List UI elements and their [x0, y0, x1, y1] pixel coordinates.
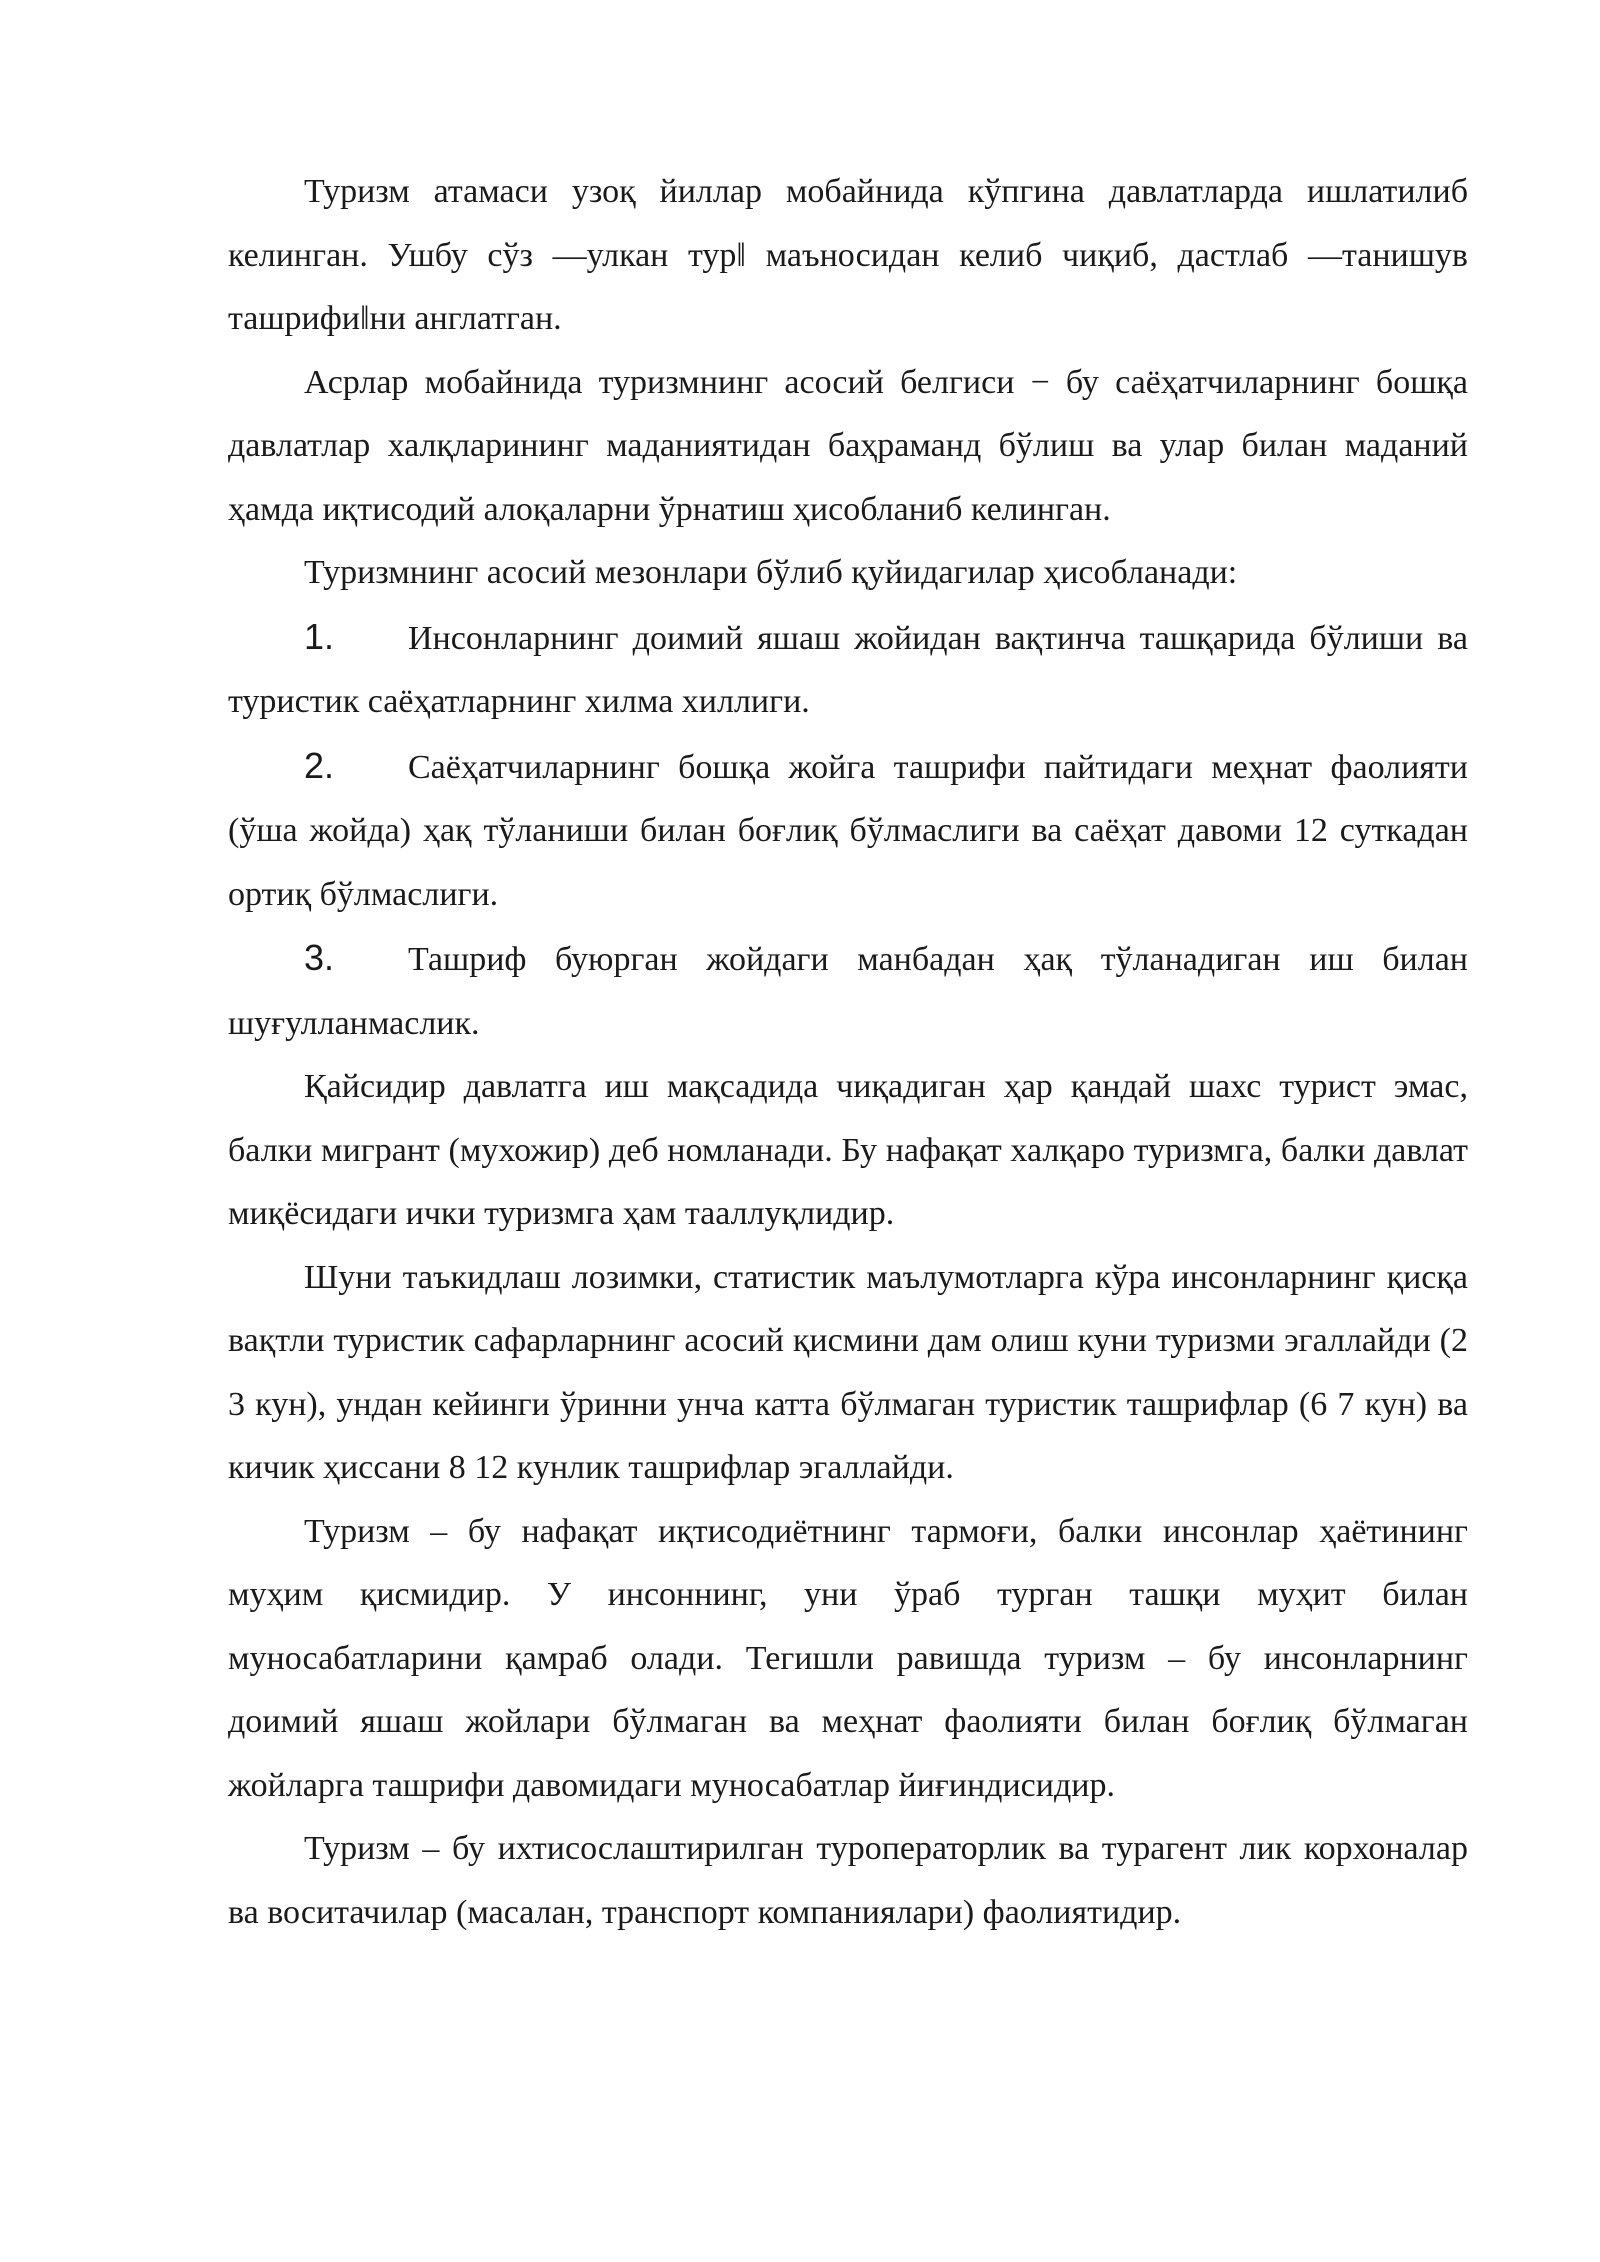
list-item-text: Ташриф буюрган жойдаги манбадан ҳақ тўланадиган иш билан шуғулланмаслик. [228, 941, 1468, 1042]
list-item-number: 1. [304, 615, 335, 657]
list-item-number: 2. [304, 744, 335, 786]
paragraph-statistics: Шуни таъкидлаш лозимки, статистик маълумотларга кўра инсонларнинг қисқа вақтли туристик сафарларнинг асосий қисмини дам олиш куни туризми эгаллайди (2 3 кун), ундан кейинги ўринни унча катта бўлмаган туристик ташрифлар (6 7 кун) ва кичик ҳиссани 8 12 кунлик ташрифлар эгаллайди. [228, 1258, 1468, 1486]
paragraph-centuries: Асрлар мобайнида туризмнинг асосий белгиси − бу саёҳатчиларнинг бошқа давлатлар халқларининг маданиятидан баҳраманд бўлиш ва улар билан маданий ҳамда иқтисодий алоқаларни ўрнатиш ҳисобланиб келинган. [228, 363, 1468, 528]
list-item [228, 605, 1468, 734]
list-item-text: Инсонларнинг доимий яшаш жойидан вақтинча ташқарида бўлиши ва туристик саёҳатларнинг хилма хиллиги. [228, 619, 1468, 720]
paragraph-tourism-term: Туризм атамаси узоқ йиллар мобайнида кўпгина давлатларда ишлатилиб келинган. Ушбу сўз ―улкан тур‖ маъносидан келиб чиқиб, дастлаб ―танишув ташрифи‖ни англатган. [228, 173, 1468, 337]
paragraph-migrant: Қайсидир давлатга иш мақсадида чиқадиган ҳар қандай шахс турист эмас, балки мигрант (мухожир) деб номланади. Бу нафақат халқаро туризмга, балки давлат миқёсидаги ички туризмга ҳам тааллуқлидир. [228, 1068, 1468, 1232]
list-item [228, 926, 1468, 1055]
paragraph-tour-operators: Туризм – бу ихтисослаштирилган туроператорлик ва турагент лик корхоналар ва воситачилар (масалан, транспорт компаниялари) фаолиятидир. [228, 1830, 1468, 1931]
paragraph-tourism-definition: Туризм – бу нафақат иқтисодиётнинг тармоғи, балки инсонлар ҳаётининг муҳим қисмидир. У инсоннинг, уни ўраб турган ташқи муҳит билан муносабатларини қамраб олади. Тегишли равишда туризм – бу инсонларнинг доимий яшаш жойлари бўлмаган ва меҳнат фаолияти билан боғлиқ бўлмаган жойларга ташрифи давомидаги муносабатлар йиғиндисидир. [228, 1512, 1468, 1804]
list-item-text: Саёҳатчиларнинг бошқа жойга ташрифи пайтидаги меҳнат фаолияти (ўша жойда) ҳақ тўланиши билан боғлиқ бўлмаслиги ва саёҳат давоми 12 суткадан ортиқ бўлмаслиги. [228, 748, 1468, 913]
document-body [228, 160, 1468, 1944]
list-item [228, 734, 1468, 927]
list-item-number: 3. [304, 937, 335, 978]
paragraph-criteria-intro: Туризмнинг асосий мезонлари бўлиб қуйидагилар ҳисобланади: [304, 554, 1238, 591]
